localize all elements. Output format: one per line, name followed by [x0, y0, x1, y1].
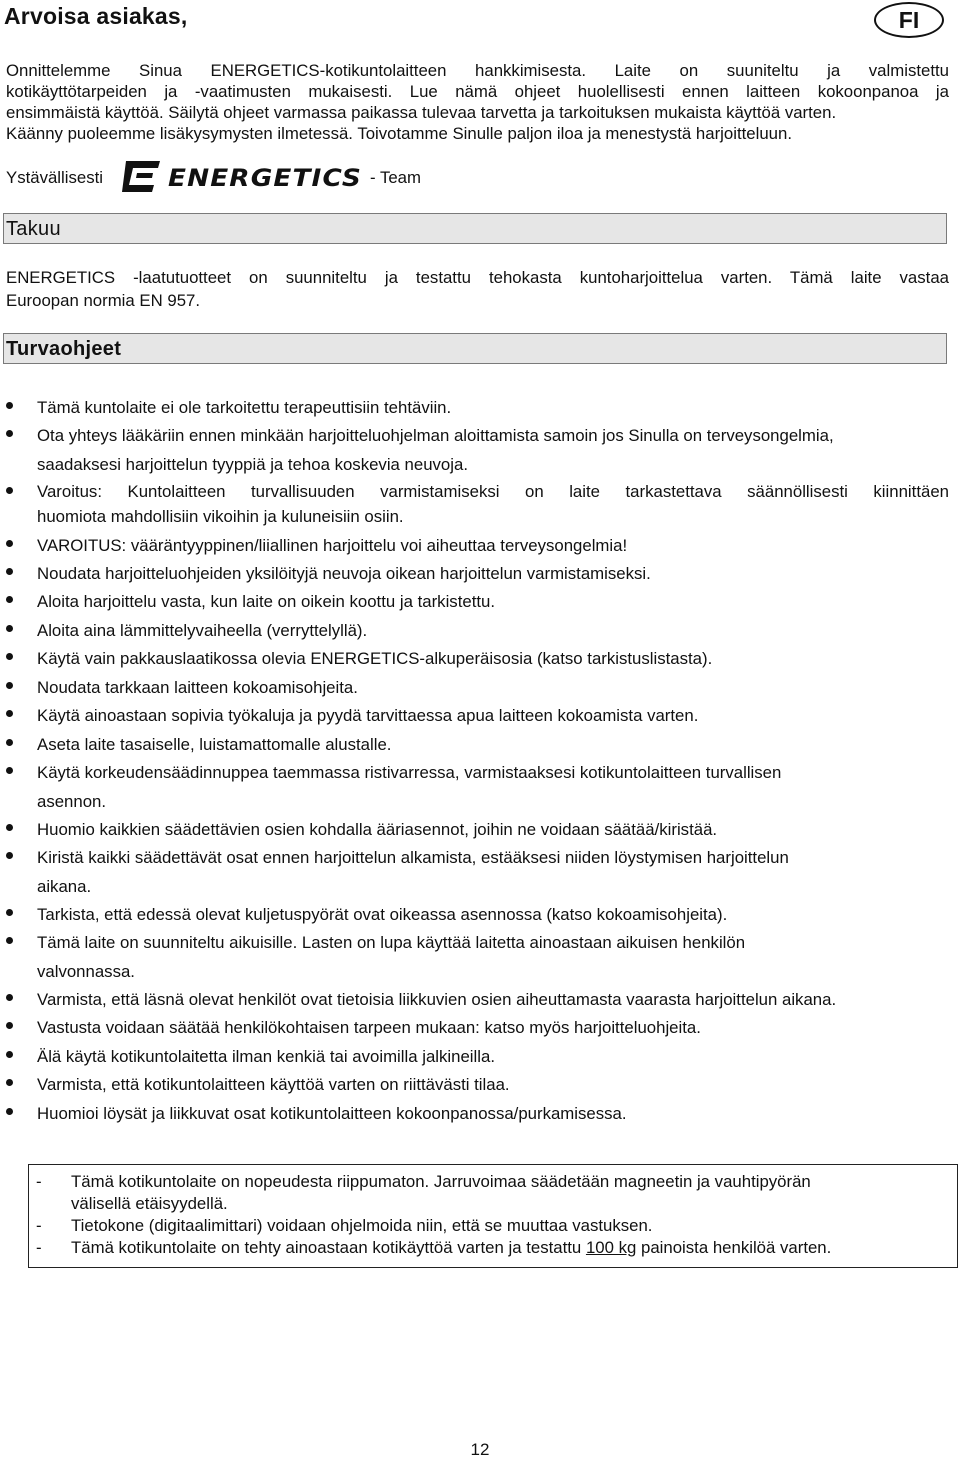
signoff [6, 156, 949, 196]
bullet-icon [6, 1108, 13, 1115]
item-text: Aloita harjoittelu vasta, kun laite on oikein koottu ja tarkistettu. [37, 592, 496, 611]
item-text: Ota yhteys lääkäriin ennen minkään harjoitteluohjelman aloittamista samoin jos Sinulla on terveysongelmia, saadaksesi harjoittelun tyyppiä ja tehoa koskevia neuvoja. [37, 426, 834, 474]
item-text: Varoitus: Kuntolaitteen turvallisuuden varmistamiseksi on laite tarkastettava säännöllisesti kiinnittäen huomiota mahdollisiin vikoihin ja kuluneisiin osiin. [37, 482, 949, 526]
note-text: Tämä kotikuntolaite on tehty ainoastaan kotikäyttöä varten ja testattu 100 kg painoista henkilöä varten. [71, 1238, 832, 1257]
note-dash: - [36, 1238, 42, 1257]
page-title: Arvoisa asiakas, [4, 3, 188, 29]
item-text: Aseta laite tasaiselle, luistamattomalle alustalle. [37, 735, 392, 754]
page-number: 12 [470, 1440, 490, 1459]
bullet-icon [6, 568, 13, 575]
bullet-icon [6, 596, 13, 603]
item-text: Tämä kuntolaite ei ole tarkoitettu terapeuttisiin tehtäviin. [37, 398, 452, 417]
warranty-heading-bar [3, 213, 947, 244]
warranty-line: Euroopan normia EN 957. [6, 291, 201, 310]
bullet-icon [6, 909, 13, 916]
bullet-icon [6, 402, 13, 409]
signoff-suffix: - Team [370, 168, 421, 187]
bullet-icon [6, 540, 13, 547]
item-text: Varmista, että läsnä olevat henkilöt ovat tietoisia liikkuvien osien aiheuttamasta vaarasta harjoittelun aikana. [37, 990, 837, 1009]
item-text: Käytä korkeudensäädinnuppea taemmassa ristivarressa, varmistaaksesi kotikuntolaitteen turvallisen asennon. [37, 763, 782, 811]
item-text: Älä käytä kotikuntolaitetta ilman kenkiä tai avoimilla jalkineilla. [37, 1047, 495, 1066]
intro-line: Onnittelemme Sinua ENERGETICS-kotikuntolaitteen hankkimisesta. Laite on suuniteltu ja valmistettu [6, 61, 949, 80]
note-text: Tietokone (digitaalimittari) voidaan ohjelmoida niin, että se muuttaa vastuksen. [71, 1216, 653, 1235]
item-text: Noudata harjoitteluohjeiden yksilöityjä neuvoja oikean harjoittelun varmistamiseksi. [37, 564, 651, 583]
intro-line: ensimmäistä käyttöä. Säilytä ohjeet varmassa paikassa tulevaa tarvetta ja tarkoituksen mukaista käyttöä varten. [6, 103, 837, 122]
weight-limit: 100 kg [585, 1238, 637, 1257]
item-text: Varmista, että kotikuntolaitteen käyttöä varten on riittävästi tilaa. [37, 1075, 510, 1094]
item-text: Aloita aina lämmittelyvaiheella (verryttelyllä). [37, 621, 368, 640]
energetics-logo [120, 156, 366, 196]
bullet-icon [6, 1022, 13, 1029]
logo-wordmark: ENERGETICS [168, 164, 362, 192]
bullet-icon [6, 937, 13, 944]
bullet-icon [6, 739, 13, 746]
bullet-icon [6, 653, 13, 660]
bullet-icon [6, 625, 13, 632]
item-text: Käytä ainoastaan sopivia työkaluja ja pyydä tarvittaessa apua laitteen kokoamista varten. [37, 706, 699, 725]
bullet-icon [6, 1079, 13, 1086]
note-dash: - [36, 1172, 42, 1191]
warranty-paragraph [6, 266, 949, 312]
item-text: Huomio kaikkien säädettävien osien kohdalla ääriasennot, joihin ne voidaan säätää/kiristää. [37, 820, 718, 839]
bullet-icon [6, 682, 13, 689]
intro-paragraph [6, 60, 949, 144]
item-text: Kiristä kaikki säädettävät osat ennen harjoittelun alkamista, estääksesi niiden löystymisen harjoittelun aikana. [37, 848, 789, 896]
item-text: Käytä vain pakkauslaatikossa olevia ENERGETICS-alkuperäisosia (katso tarkistuslistasta). [37, 649, 713, 668]
bullet-icon [6, 994, 13, 1001]
item-text: Noudata tarkkaan laitteen kokoamisohjeita. [37, 678, 358, 697]
safety-heading: Turvaohjeet [6, 338, 122, 360]
item-text: VAROITUS: vääräntyyppinen/liiallinen harjoittelu voi aiheuttaa terveysongelmia! [37, 536, 628, 555]
item-text: Tarkista, että edessä olevat kuljetuspyörät ovat oikeassa asennossa (katso kokoamisohjeita). [37, 905, 728, 924]
intro-line: Käänny puoleemme lisäkysymysten ilmetessä. Toivotamme Sinulle paljon iloa ja menestystä harjoitteluun. [6, 124, 792, 143]
bullet-icon [6, 487, 13, 494]
note-text: Tämä kotikuntolaite on nopeudesta riippumaton. Jarruvoimaa säädetään magneetin ja vauhtipyörän välisellä etäisyydellä. [71, 1172, 811, 1213]
bullet-icon [6, 824, 13, 831]
warranty-line: ENERGETICS -laatutuotteet on suunniteltu ja testattu tehokasta kuntoharjoittelua varten. Tämä laite vastaa [6, 268, 949, 287]
item-text: Huomioi löysät ja liikkuvat osat kotikuntolaitteen kokoonpanossa/purkamisessa. [37, 1104, 627, 1123]
intro-line: kotikäyttötarpeiden ja -vaatimusten mukaisesti. Lue nämä ohjeet huolellisesti ennen laitteen kokoonpanoa ja [6, 82, 949, 101]
bullet-icon [6, 1051, 13, 1058]
bullet-icon [6, 710, 13, 717]
language-badge: FI [874, 2, 944, 38]
signoff-prefix: Ystävällisesti [6, 168, 103, 187]
safety-heading-bar [3, 333, 947, 364]
notes-box [28, 1164, 958, 1268]
bullet-icon [6, 767, 13, 774]
note-dash: - [36, 1216, 42, 1235]
item-text: Vastusta voidaan säätää henkilökohtaisen tarpeen mukaan: katso myös harjoitteluohjeita. [37, 1018, 701, 1037]
item-text: Tämä laite on suunniteltu aikuisille. Lasten on lupa käyttää laitetta ainoastaan aikuisen henkilön valvonnassa. [37, 933, 746, 981]
warranty-heading: Takuu [6, 218, 61, 240]
bullet-icon [6, 430, 13, 437]
bullet-icon [6, 852, 13, 859]
